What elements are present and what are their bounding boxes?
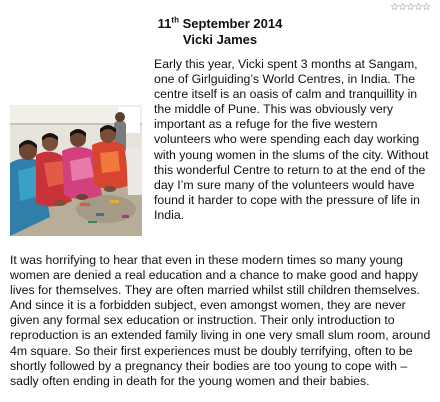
date-day: 11 (157, 16, 172, 31)
star-rating-icon[interactable]: ☆☆☆☆☆ (390, 2, 430, 13)
article-paragraph-1: Early this year, Vicki spent 3 months at Sangam, one of Girlguiding’s World Centres, in India. The centre itself is an oasis of calm and tranquillity in the middle of Pune. This was obviously very important as a refuge for the five western volunteers who were spending each day working with young women in the slums of the city. Without this wonderful Centre to return to at the end of the day I’m sure many of the volunteers would have found it harder to cope with the pressure of life in India. (154, 57, 429, 222)
date-month-year: September 2014 (182, 16, 283, 31)
article-intro (154, 57, 436, 223)
article-paragraph-2: It was horrifying to hear that even in these modern times so many young women are denied a real education and a chance to make good and happy lives for themselves. They are often married whilst still children themselves. And since it is a forbidden subject, even amongst women, they are never given any formal sex education or instruction. Their only introduction to reproduction is an extended family living in one very small slum room, around 4m square. So their first experiences must be doubly terrifying, often to be shortly followed by a pregnancy their bodies are too young to cope with – sadly often ending in death for the young women and their babies. (10, 253, 431, 388)
photo-women-working-at-sangam (10, 105, 142, 236)
date-ordinal: th (171, 15, 179, 25)
article-date (0, 16, 440, 32)
article-body (10, 253, 434, 389)
article-header (0, 16, 440, 48)
article-author: Vicki James (182, 32, 258, 47)
